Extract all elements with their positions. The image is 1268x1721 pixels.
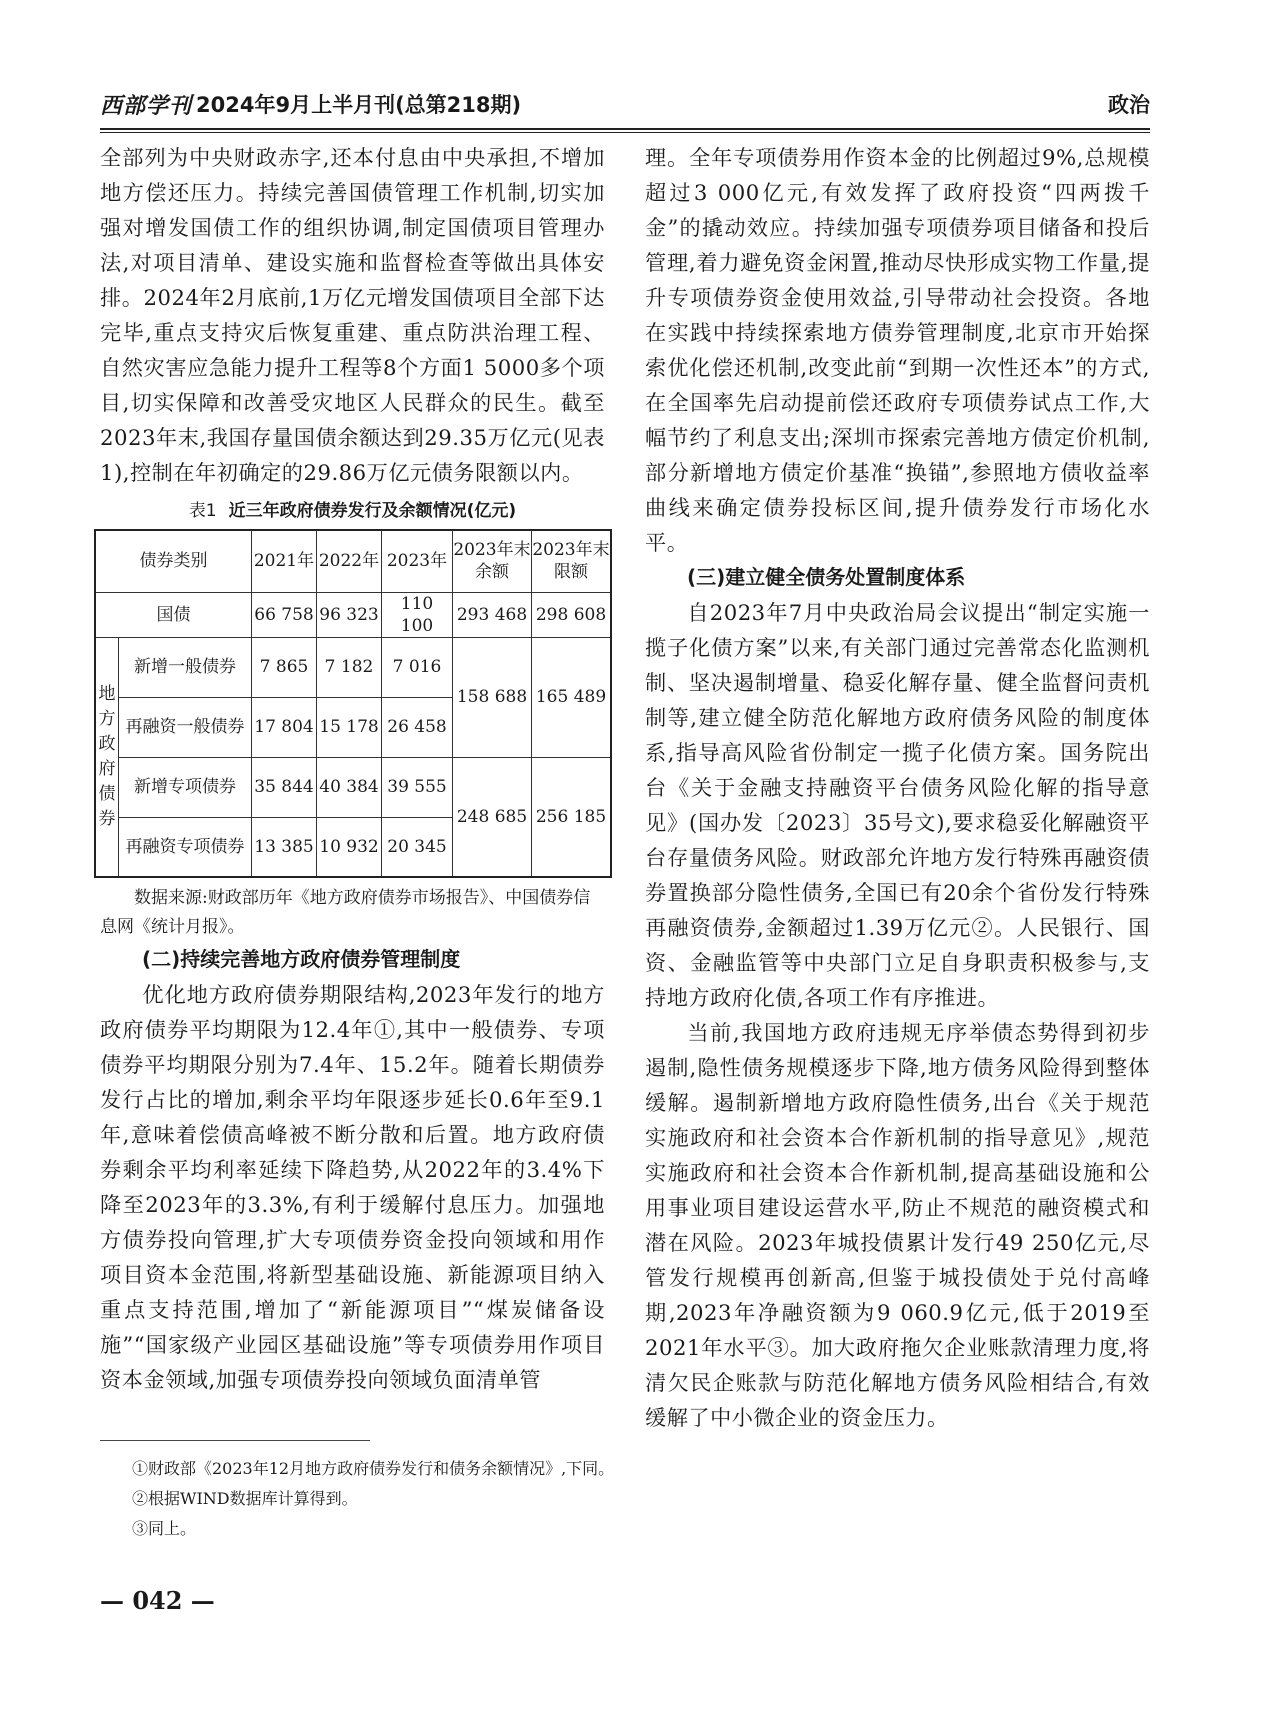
section-heading: (三)建立健全债务处置制度体系 [687, 565, 966, 589]
footnote-rule [100, 1440, 370, 1441]
paragraph: 自2023年7月中央政治局会议提出“制定实施一揽子化债方案”以来,有关部门通过完善常态化监测机制、坚决遏制增量、稳妥化解存量、健全监督问责机制等,建立健全防范化解地方政府债务风险的制度体系,指导高风险省份制定一揽子化债方案。国务院出台《关于金融支持融资平台债务风险化解的指导意见》(国办发〔2023〕35号文),要求稳妥化解融资平台存量债务风险。财政部允许地方发行特殊再融资债券置换部分隐性债务,全国已有20余个省份发行特殊再融资债券,金额超过1.39万亿元②。人民银行、国资、金融监管等中央部门立足自身职责积极参与,支持地方政府化债,各项工作有序推进。 [645, 600, 1150, 1010]
table-cell: 10 932 [317, 817, 382, 877]
section-name: 政治 [1108, 93, 1150, 117]
running-header [100, 84, 1150, 124]
row-label: 再融资一般债券 [119, 697, 252, 757]
header-cell: 2023年 [382, 530, 453, 592]
table-caption [100, 496, 605, 521]
paragraph: 优化地方政府债券期限结构,2023年发行的地方政府债券平均期限为12.4年①,其中一般债券、专项债券平均期限分别为7.4年、15.2年。随着长期债券发行占比的增加,剩余平均年限逐步延长0.6年至9.1年,意味着偿债高峰被不断分散和后置。地方政府债券剩余平均利率延续下降趋势,从2022年的3.4%下降至2023年的3.3%,有利于缓解付息压力。加强地方债券投向管理,扩大专项债券资金投向领域和用作项目资本金范围,将新型基础设施、新能源项目纳入重点支持范围,增加了“新能源项目”“煤炭储备设施”“国家级产业园区基础设施”等专项债券用作项目资本金领域,加强专项债券投向领域负面清单管 [100, 982, 605, 1392]
paragraph: 全部列为中央财政赤字,还本付息由中央承担,不增加地方偿还压力。持续完善国债管理工作机制,切实加强对增发国债工作的组织协调,制定国债项目管理办法,对项目清单、建设实施和监督检查等做出具体安排。2024年2月底前,1万亿元增发国债项目全部下达完毕,重点支持灾后恢复重建、重点防洪治理工程、自然灾害应急能力提升工程等8个方面1 5000多个项目,切实保障和改善受灾地区人民群众的民生。截至2023年末,我国存量国债余额达到29.35万亿元(见表1),控制在年初确定的29.86万亿元债务限额以内。 [100, 145, 605, 485]
table-cell: 256 185 [532, 757, 612, 877]
left-column [98, 140, 610, 1397]
footnote: ②根据WIND数据库计算得到。 [132, 1489, 358, 1508]
paragraph: 理。全年专项债券用作资本金的比例超过9%,总规模超过3 000亿元,有效发挥了政府投资“四两拨千金”的撬动效应。持续加强专项债券项目储备和投后管理,着力避免资金闲置,推动尽快形成实物工作量,提升专项债券资金使用效益,引导带动社会投资。各地在实践中持续探索地方债券管理制度,北京市开始探索优化偿还机制,改变此前“到期一次性还本”的方式,在全国率先启动提前偿还政府专项债券试点工作,大幅节约了利息支出;深圳市探索完善地方债定价机制,部分新增地方债定价基准“换锚”,参照地方债收益率曲线来确定债券投标区间,提升债券发行市场化水平。 [645, 145, 1150, 555]
table-cell: 66 758 [252, 592, 317, 637]
header-rule-thin [100, 132, 1150, 133]
issue-info: 2024年9月上半月刊(总第218期) [196, 93, 522, 117]
table-cell: 40 384 [317, 757, 382, 817]
table-cell: 165 489 [532, 637, 612, 757]
table-cell: 20 345 [382, 817, 453, 877]
page-number: — 042 — [100, 1586, 215, 1615]
right-column [645, 140, 1150, 1435]
table-cell: 248 685 [453, 757, 532, 877]
header-cell: 2021年 [252, 530, 317, 592]
group-label: 地方政府债券 [95, 637, 119, 877]
table-row [95, 757, 611, 817]
table-cell: 7 016 [382, 637, 453, 697]
table-cell: 13 385 [252, 817, 317, 877]
table-cell: 7 182 [317, 637, 382, 697]
journal-logo: 西部学刊 [100, 92, 193, 119]
table-title: 近三年政府债券发行及余额情况(亿元) [228, 501, 517, 521]
table-cell: 15 178 [317, 697, 382, 757]
table-cell: 35 844 [252, 757, 317, 817]
header-left [100, 89, 521, 120]
header-rule [100, 128, 1150, 130]
table-row [95, 592, 611, 637]
table-header-row [95, 530, 611, 592]
table-cell: 110 100 [382, 592, 453, 637]
table-cell: 26 458 [382, 697, 453, 757]
table-row [95, 637, 611, 697]
footnotes [132, 1454, 614, 1544]
table-source: 数据来源:财政部历年《地方政府债券市场报告》、中国债券信息网《统计月报》。 [100, 888, 591, 937]
table-cell: 158 688 [453, 637, 532, 757]
row-label: 新增一般债券 [119, 637, 252, 697]
table-cell: 298 608 [532, 592, 612, 637]
table-cell: 293 468 [453, 592, 532, 637]
row-label: 新增专项债券 [119, 757, 252, 817]
table-cell: 39 555 [382, 757, 453, 817]
row-label: 国债 [95, 592, 252, 637]
header-cell: 债券类别 [95, 530, 252, 592]
header-cell: 2023年末余额 [453, 530, 532, 592]
header-cell: 2022年 [317, 530, 382, 592]
footnote: ③同上。 [132, 1519, 197, 1538]
paragraph: 当前,我国地方政府违规无序举债态势得到初步遏制,隐性债务规模逐步下降,地方债务风险得到整体缓解。遏制新增地方政府隐性债务,出台《关于规范实施政府和社会资本合作新机制的指导意见》,规范实施政府和社会资本合作新机制,提高基础设施和公用事业项目建设运营水平,防止不规范的融资模式和潜在风险。2023年城投债累计发行49 250亿元,尽管发行规模再创新高,但鉴于城投债处于兑付高峰期,2023年净融资额为9 060.9亿元,低于2019至2021年水平③。加大政府拖欠企业账款清理力度,将清欠民企账款与防范化解地方债务风险相结合,有效缓解了中小微企业的资金压力。 [645, 1020, 1150, 1430]
footnote: ①财政部《2023年12月地方政府债券发行和债务余额情况》,下同。 [132, 1459, 615, 1478]
section-heading: (二)持续完善地方政府债券管理制度 [142, 947, 461, 971]
table-cell: 96 323 [317, 592, 382, 637]
bond-table [94, 529, 612, 878]
table-cell: 7 865 [252, 637, 317, 697]
header-cell: 2023年末限额 [532, 530, 612, 592]
table-number: 表1 [188, 501, 217, 521]
row-label: 再融资专项债券 [119, 817, 252, 877]
table-cell: 17 804 [252, 697, 317, 757]
